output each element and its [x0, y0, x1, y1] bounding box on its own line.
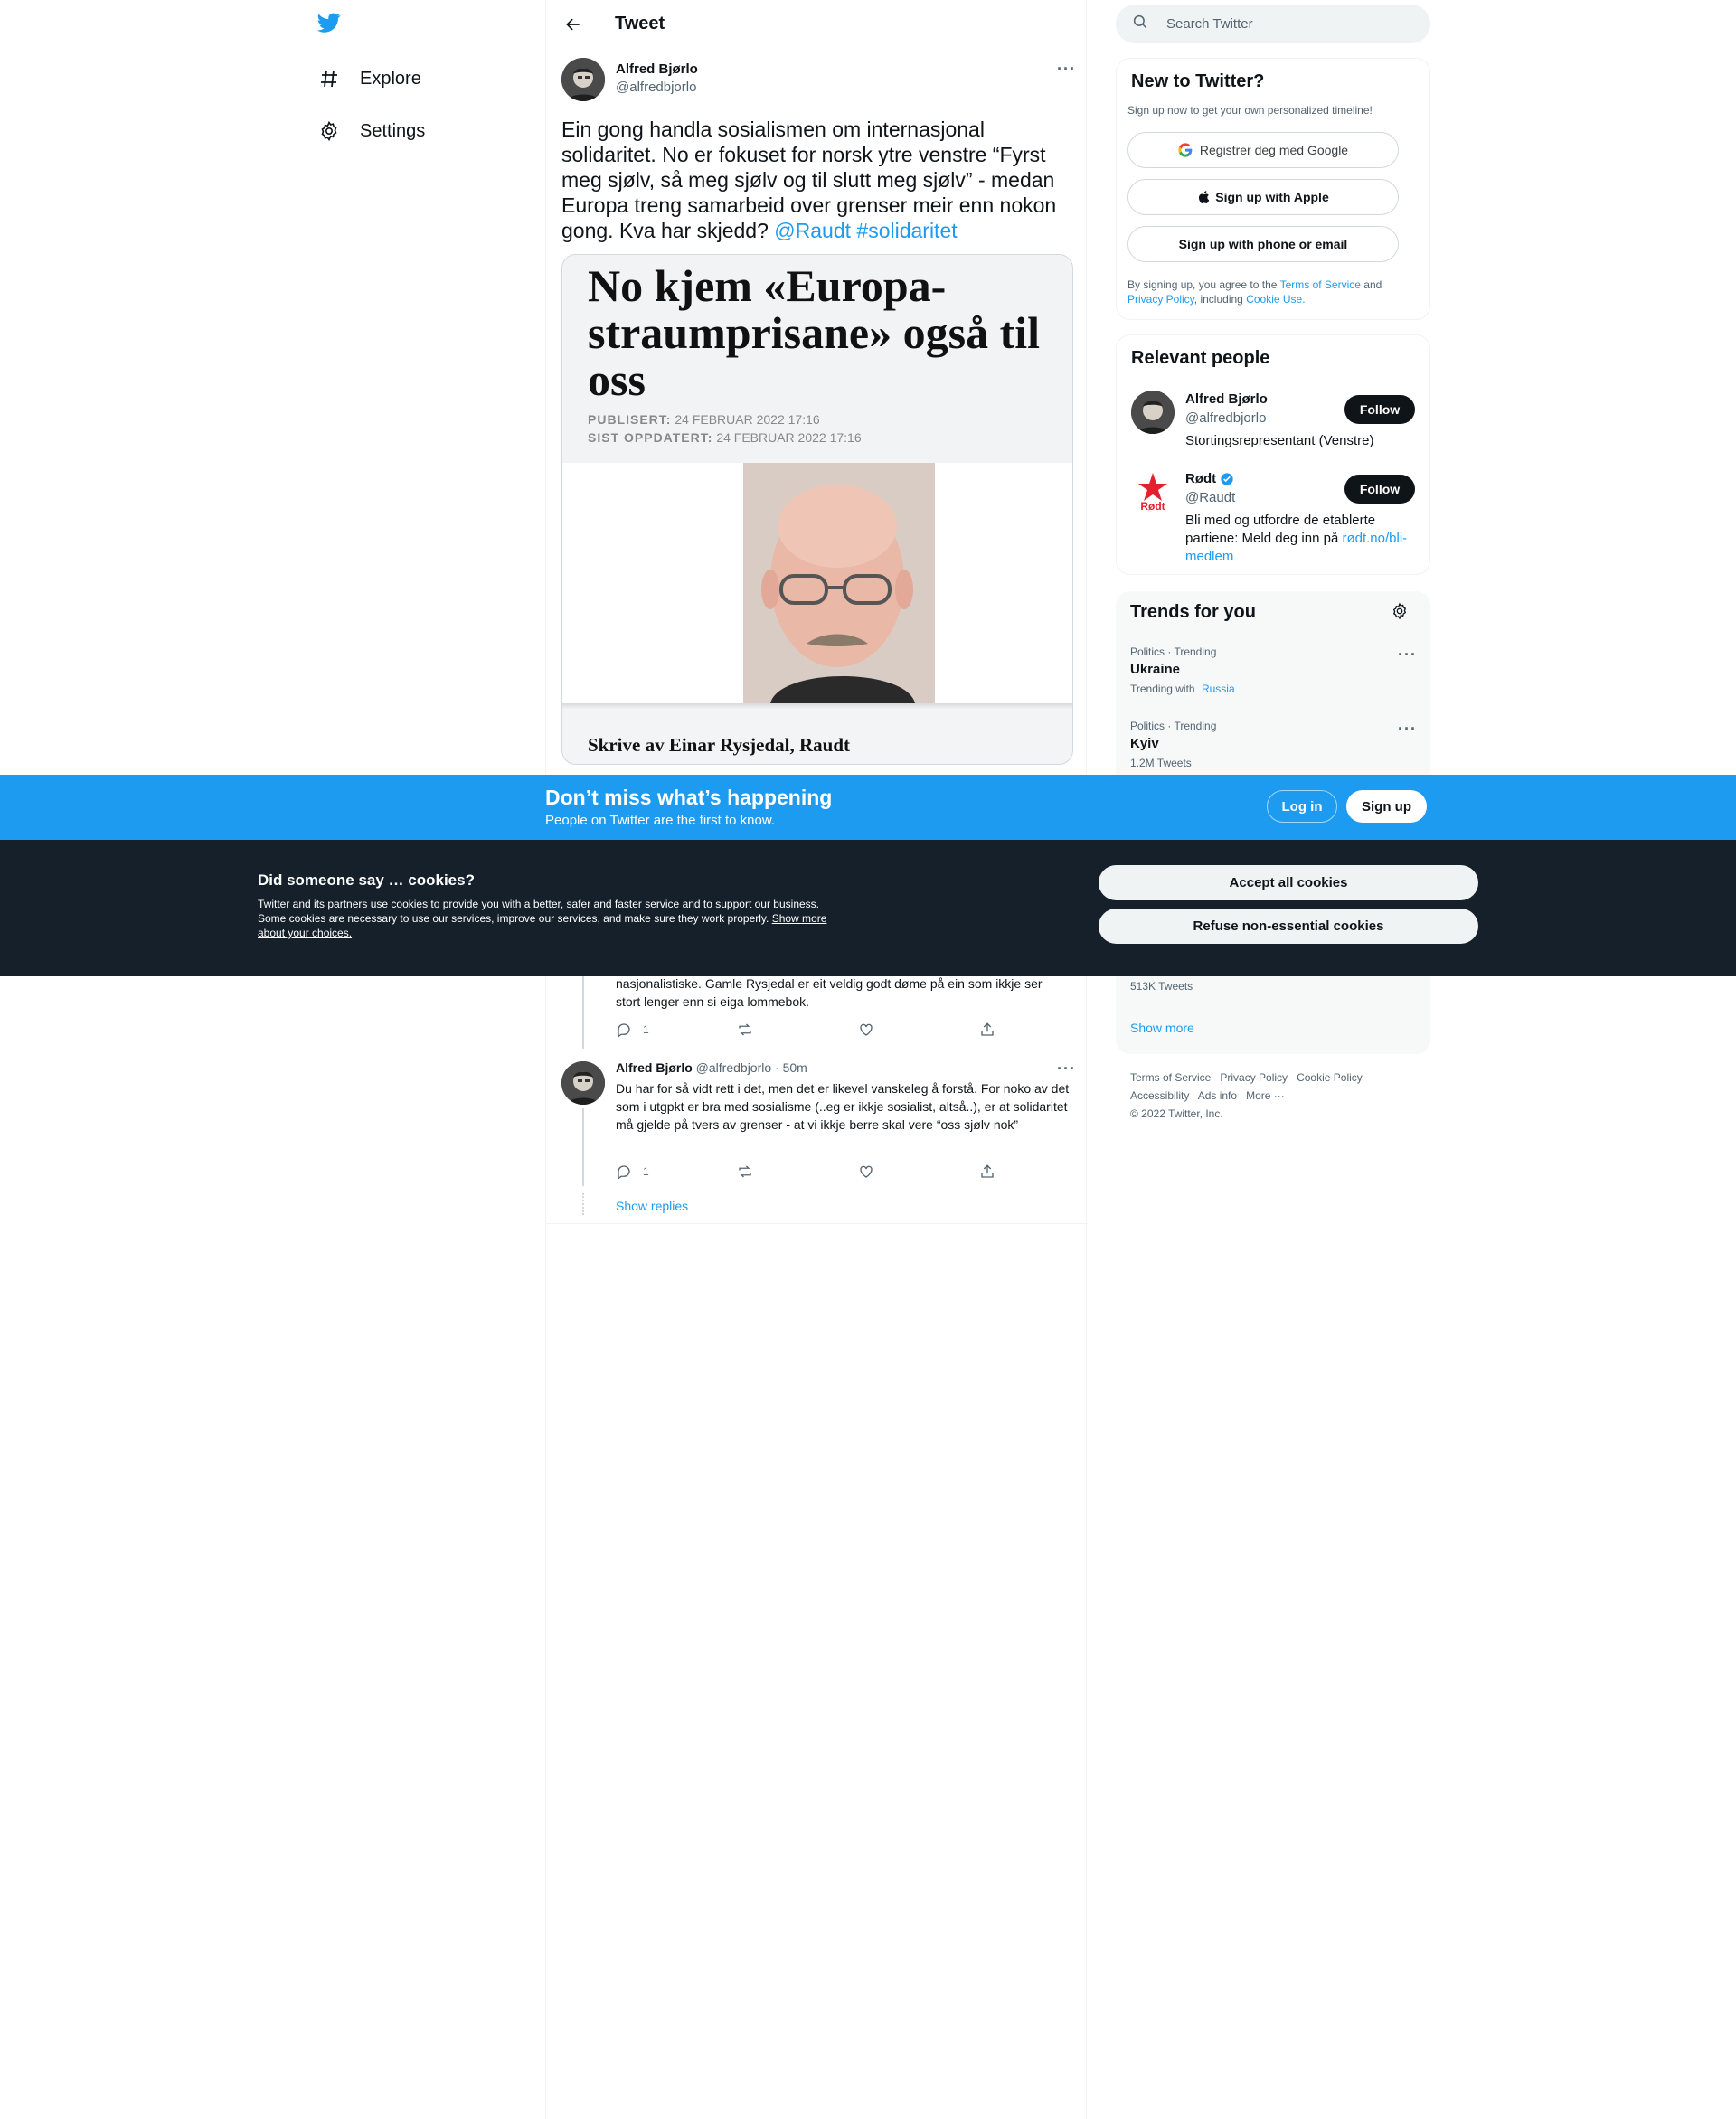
published-value: 24 FEBRUAR 2022 17:16: [675, 412, 820, 427]
link-card[interactable]: [561, 254, 1073, 765]
cookie-choices-link[interactable]: Show more about your choices.: [258, 912, 827, 939]
trend-meta: 1.2M Tweets: [1130, 757, 1192, 769]
card-divider: [562, 703, 1072, 709]
author-name[interactable]: Alfred Bjørlo: [616, 61, 698, 77]
banner-subtitle: People on Twitter are the first to know.: [545, 813, 776, 828]
person-bio: [1185, 512, 1420, 566]
reply-text-line: stort lenger enn si eiga lommebok.: [616, 994, 809, 1009]
follow-button[interactable]: Follow: [1344, 475, 1415, 504]
avatar[interactable]: [561, 58, 605, 101]
person-handle[interactable]: @alfredbjorlo: [1185, 410, 1267, 426]
divider: [546, 1223, 1088, 1224]
apple-signup-label: Sign up with Apple: [1215, 190, 1329, 204]
person-name: Rødt: [1185, 471, 1217, 486]
card-byline: Skrive av Einar Rysjedal, Raudt: [588, 734, 850, 756]
trends-title: Trends for you: [1130, 602, 1256, 622]
like-button[interactable]: [858, 1163, 979, 1180]
person-name-row[interactable]: [1185, 471, 1234, 486]
hashtag-icon: [316, 66, 342, 91]
card-meta: [588, 410, 1047, 447]
updated-label: SIST OPPDATERT:: [588, 430, 713, 445]
hashtag-link[interactable]: #solidaritet: [856, 219, 958, 242]
reply-actions: [616, 1022, 1100, 1038]
search-input[interactable]: Search Twitter: [1166, 16, 1253, 32]
share-button[interactable]: [979, 1022, 1100, 1038]
reply-author-name[interactable]: Alfred Bjørlo: [616, 1060, 693, 1075]
google-signup-label: Registrer deg med Google: [1199, 143, 1349, 157]
nav-explore-label: Explore: [360, 68, 421, 89]
updated-value: 24 FEBRUAR 2022 17:16: [716, 430, 862, 445]
nav-settings-label: Settings: [360, 120, 426, 141]
nav-settings[interactable]: [316, 113, 425, 149]
thread-line: [582, 1108, 584, 1186]
like-button[interactable]: [858, 1022, 979, 1038]
rodt-logo[interactable]: [1131, 469, 1175, 513]
person-bio: Stortingsrepresentant (Venstre): [1185, 433, 1374, 448]
show-replies-link[interactable]: Show replies: [616, 1199, 689, 1213]
trend-context: Politics · Trending: [1130, 720, 1217, 732]
follow-button[interactable]: Follow: [1344, 395, 1415, 424]
footer-link[interactable]: Terms of Service: [1130, 1071, 1212, 1084]
reply-timestamp[interactable]: 50m: [782, 1060, 807, 1075]
legal-text: , including: [1194, 293, 1243, 306]
banner-title: Don’t miss what’s happening: [545, 786, 833, 809]
terms-link[interactable]: Terms of Service: [1279, 278, 1361, 291]
footer-link[interactable]: More ···: [1246, 1089, 1285, 1102]
footer-link[interactable]: Accessibility: [1130, 1089, 1190, 1102]
trend-context: Politics · Trending: [1130, 645, 1217, 658]
published-label: PUBLISERT:: [588, 412, 672, 427]
login-button[interactable]: Log in: [1267, 790, 1337, 823]
google-signup-button[interactable]: [1127, 132, 1399, 168]
trend-name: Kyiv: [1130, 736, 1159, 751]
tweet-body: Ein gong handla sosialismen om internasjonal solidaritet. No er fokuset for norsk ytre venstre “Fyrst meg sjølv, så meg sjølv og til slutt meg sjølv” - medan Europa treng samarbeid over grenser meir enn nokon gong. Kva har skjedd?: [561, 118, 1057, 242]
separator: ·: [775, 1060, 779, 1075]
trend-meta: [1130, 683, 1420, 695]
cookie-banner: [0, 840, 1736, 976]
signup-panel: [1116, 58, 1430, 320]
reply-header: [616, 1060, 807, 1075]
bio-text: Bli med og utfordre de etablerte partiene: Meld deg inn på: [1185, 513, 1376, 546]
more-options-icon[interactable]: ···: [1057, 60, 1076, 78]
phone-signup-button[interactable]: [1127, 226, 1399, 262]
reply-text-line: nasjonalistiske. Gamle Rysjedal er eit veldig godt døme på ein som ikkje ser: [616, 976, 1043, 991]
avatar[interactable]: [1131, 391, 1175, 434]
cookie-use-link[interactable]: Cookie Use.: [1246, 293, 1306, 306]
main-column: [545, 0, 1087, 2119]
signup-button[interactable]: Sign up: [1346, 790, 1427, 823]
page-header: [546, 0, 1088, 48]
trends-settings-icon[interactable]: [1391, 602, 1409, 625]
trend-related-link[interactable]: Russia: [1201, 683, 1235, 695]
reply-text: [616, 975, 1086, 1011]
reply-button[interactable]: [616, 1163, 737, 1180]
copyright: © 2022 Twitter, Inc.: [1130, 1107, 1223, 1120]
page-title: Tweet: [615, 14, 665, 33]
gear-icon: [316, 118, 342, 144]
apple-signup-button[interactable]: [1127, 179, 1399, 215]
trend-meta-text: Trending with: [1130, 683, 1195, 695]
search-icon: [1132, 14, 1148, 34]
card-header: [562, 255, 1072, 463]
legal-text: and: [1363, 278, 1382, 291]
reply-author-handle[interactable]: @alfredbjorlo: [695, 1060, 772, 1075]
trend-item[interactable]: [1130, 645, 1420, 695]
phone-signup-label: Sign up with phone or email: [1178, 237, 1348, 251]
signup-subtitle: Sign up now to get your own personalized timeline!: [1127, 104, 1373, 117]
twitter-logo-icon[interactable]: [316, 11, 344, 38]
refuse-cookies-button[interactable]: Refuse non-essential cookies: [1099, 909, 1478, 944]
signup-title: New to Twitter?: [1131, 71, 1265, 91]
portrait-photo: [743, 463, 935, 703]
thread-line: [582, 976, 584, 1049]
apple-icon: [1197, 190, 1210, 204]
avatar[interactable]: [561, 1061, 605, 1105]
verified-badge-icon: [1220, 472, 1234, 486]
nav-explore[interactable]: [316, 61, 421, 97]
signup-banner: [0, 775, 1736, 840]
logo-text: Rødt: [1140, 500, 1165, 513]
footer: [1130, 1069, 1420, 1123]
footer-link[interactable]: Ads info: [1197, 1089, 1238, 1102]
search-box[interactable]: [1116, 5, 1430, 43]
relevant-people-panel: [1116, 334, 1430, 575]
back-arrow-icon[interactable]: [561, 12, 586, 37]
accept-cookies-button[interactable]: Accept all cookies: [1099, 865, 1478, 900]
footer-link[interactable]: Privacy Policy: [1220, 1071, 1288, 1084]
bio-link[interactable]: rødt.no/bli-medlem: [1185, 531, 1408, 564]
trend-item[interactable]: [1130, 720, 1420, 769]
more-options-icon[interactable]: ···: [1057, 1060, 1076, 1078]
card-headline: No kjem «Europa-straumprisane» også til oss: [588, 260, 1040, 405]
legal-text: By signing up, you agree to the: [1127, 278, 1278, 291]
retweet-button[interactable]: [737, 1022, 858, 1038]
card-image: [562, 463, 1072, 703]
footer-link[interactable]: Cookie Policy: [1297, 1071, 1363, 1084]
more-options-icon[interactable]: ···: [1398, 645, 1417, 664]
reply-count: 1: [643, 1023, 649, 1036]
signup-legal: [1127, 278, 1417, 306]
reply-button[interactable]: [616, 1022, 737, 1038]
thread-dots: [582, 1193, 584, 1215]
reply-count: 1: [643, 1165, 649, 1178]
retweet-button[interactable]: [737, 1163, 858, 1180]
show-more-link[interactable]: Show more: [1130, 1021, 1194, 1035]
reply-text: Du har for så vidt rett i det, men det er likevel vanskeleg å forstå. For noko av det som i utgpkt er bra med sosialisme (..eg er ikkje sosialist, altså..), er at solidaritet må gjelde på tvers av grenser - at vi ikkje berre skal vere “oss sjølv nok”: [616, 1081, 1070, 1132]
author-handle[interactable]: @alfredbjorlo: [616, 80, 697, 95]
mention-link[interactable]: @Raudt: [774, 219, 852, 242]
person-handle[interactable]: @Raudt: [1185, 490, 1236, 505]
cookie-body: [258, 897, 836, 940]
google-icon: [1178, 143, 1193, 157]
share-button[interactable]: [979, 1163, 1100, 1180]
more-options-icon[interactable]: ···: [1398, 720, 1417, 738]
relevant-title: Relevant people: [1131, 348, 1270, 368]
cookie-title: Did someone say … cookies?: [258, 871, 475, 889]
cookie-text: Twitter and its partners use cookies to provide you with a better, safer and faster service and to support our business. Some cookies are necessary to use our services, improve our services, and make sure they work properly.: [258, 898, 819, 925]
person-name[interactable]: Alfred Bjørlo: [1185, 391, 1268, 407]
tweet-text: [561, 117, 1073, 243]
reply-actions: [616, 1163, 1100, 1180]
privacy-link[interactable]: Privacy Policy: [1127, 293, 1194, 306]
trend-meta: 513K Tweets: [1130, 980, 1194, 993]
trend-name: Ukraine: [1130, 662, 1181, 677]
